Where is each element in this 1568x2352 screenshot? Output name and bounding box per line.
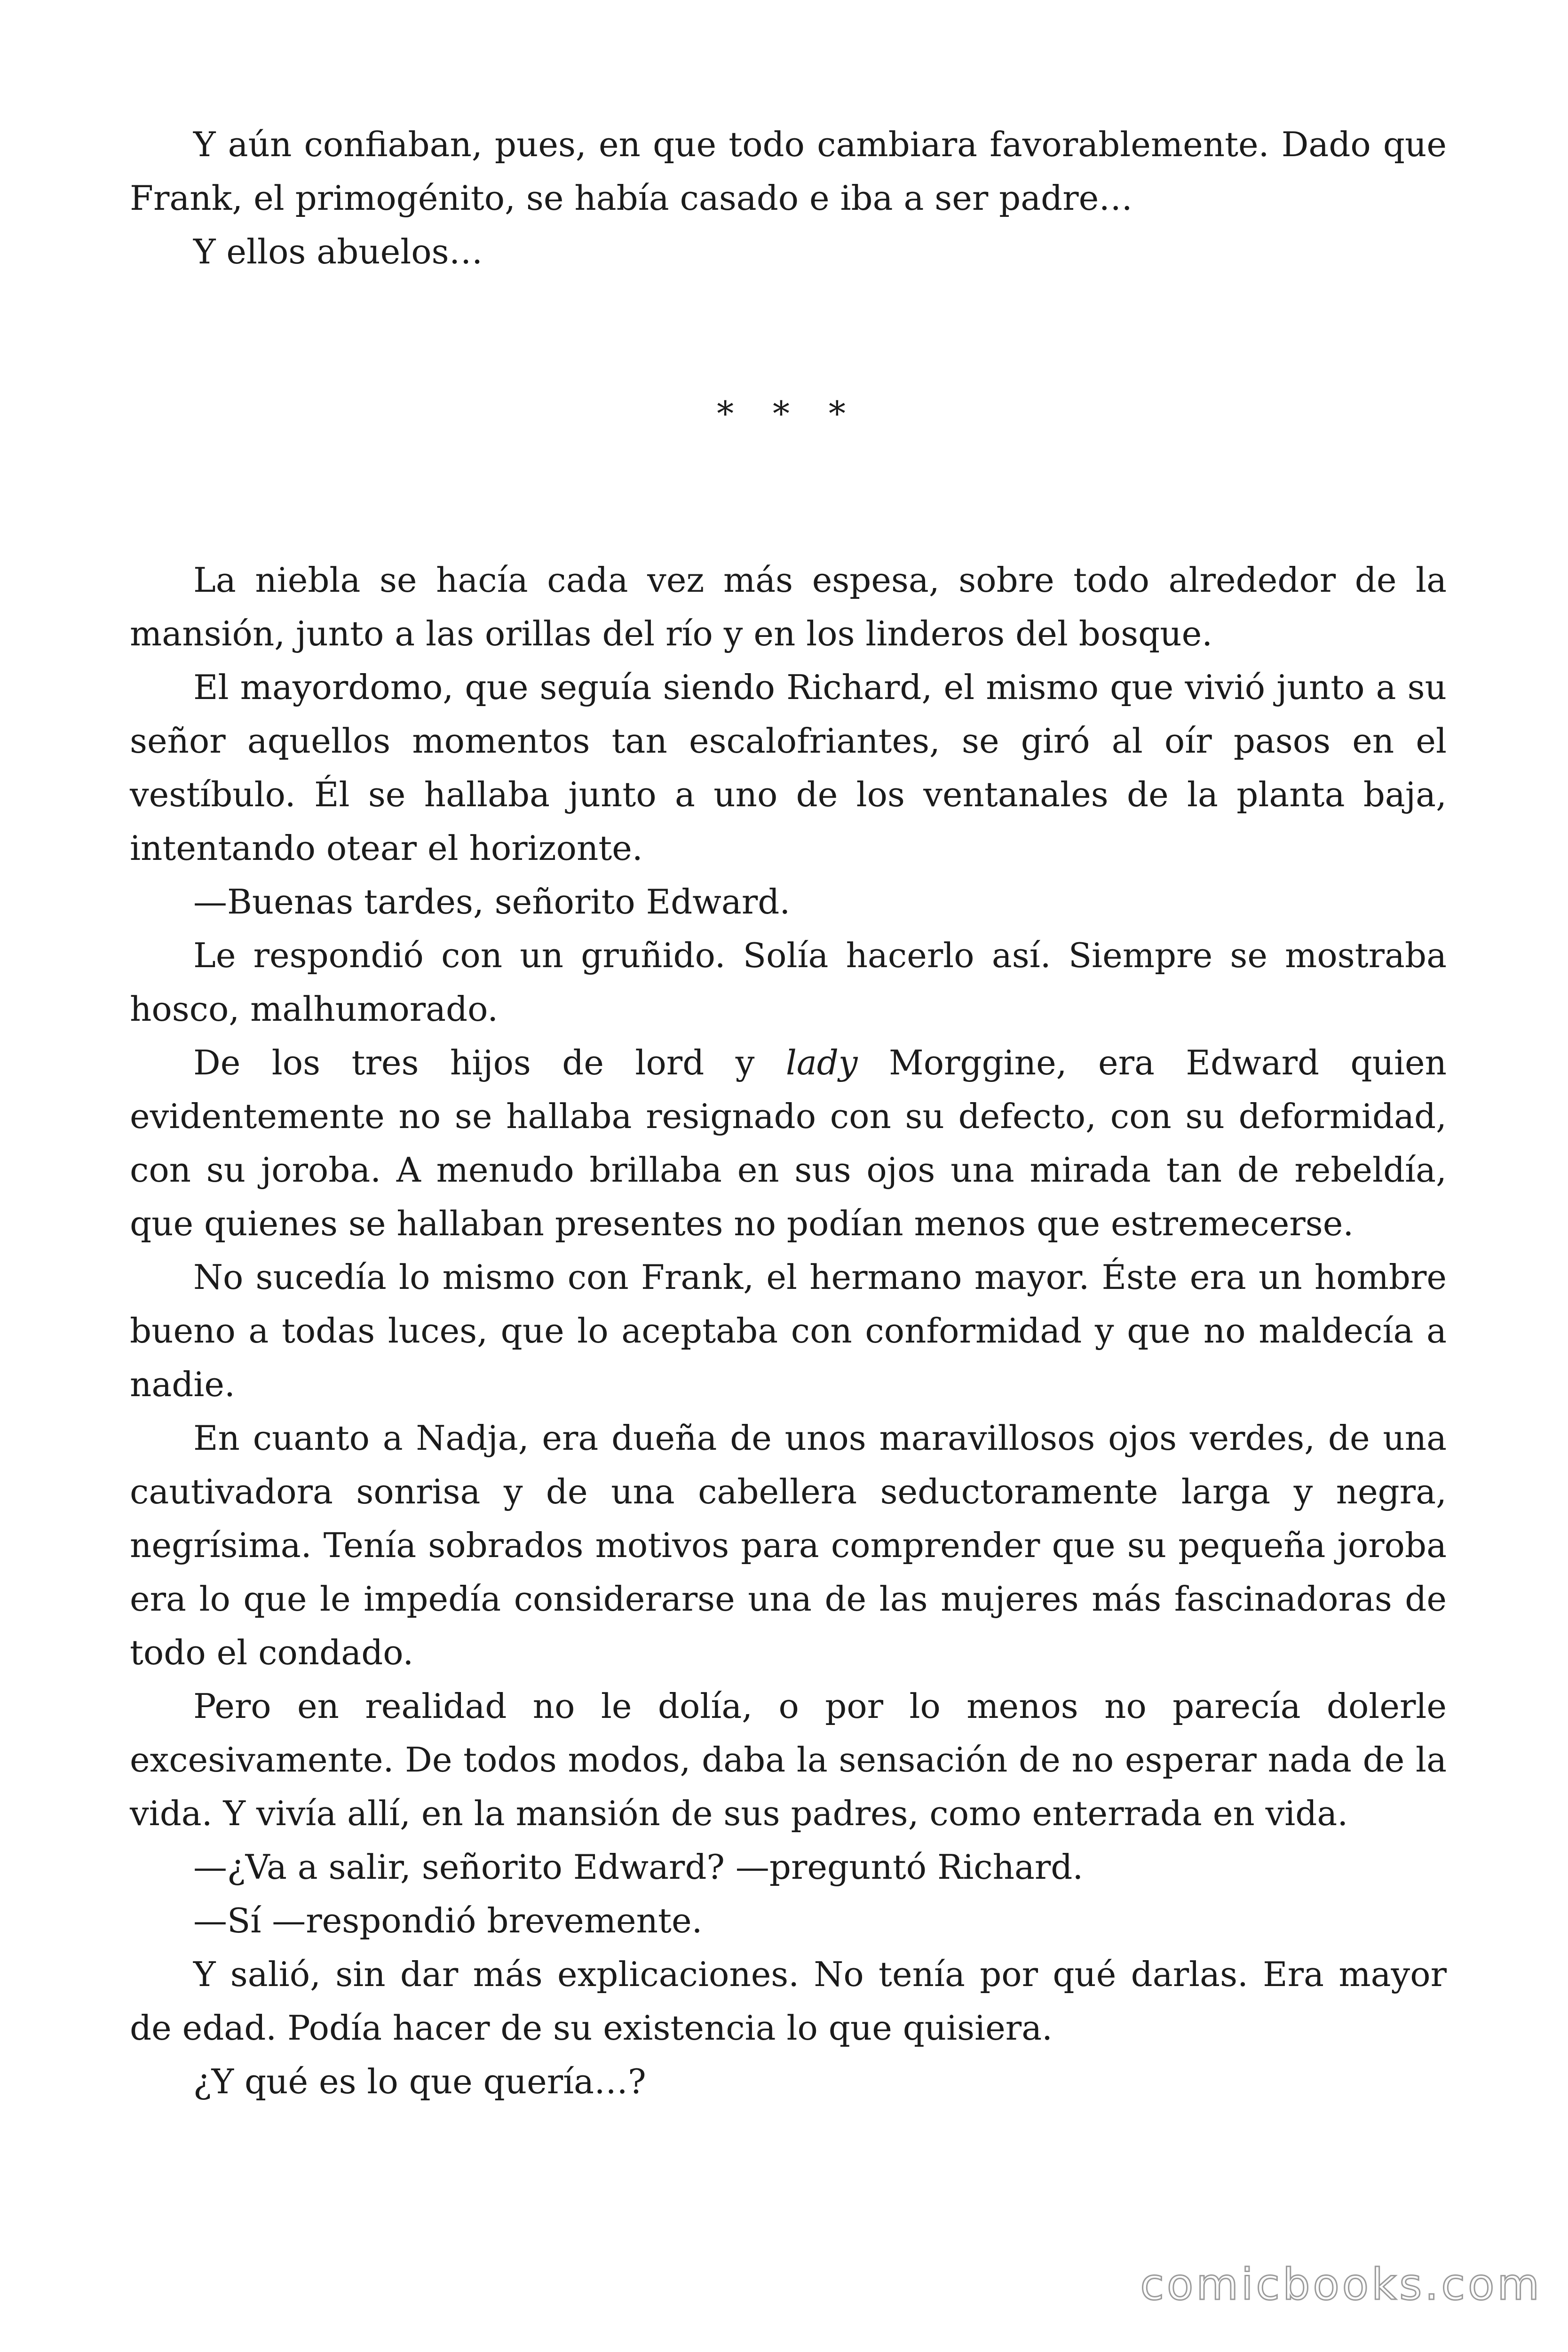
paragraph-dialogue: —Sí —respondió brevemente.: [193, 1901, 703, 1940]
paragraph: Y aún confiaban, pues, en que todo cambiara favorablemente. Dado que Frank, el primogénito, se había casado e iba a ser padre…: [130, 125, 1447, 218]
paragraph: Y ellos abuelos…: [193, 232, 483, 271]
paragraph: Pero en realidad no le dolía, o por lo menos no parecía dolerle excesivamente. De todos modos, daba la sensación de no esperar nada de la vida. Y vivía allí, en la mansión de sus padres, como enterrada en vida.: [130, 1686, 1447, 1833]
book-page: [130, 118, 1447, 2108]
paragraph: ¿Y qué es lo que quería…?: [193, 2062, 646, 2101]
scene-break: * * *: [717, 394, 860, 433]
paragraph: La niebla se hacía cada vez más espesa, sobre todo alrededor de la mansión, junto a las orillas del río y en los linderos del bosque.: [130, 560, 1447, 653]
text-span: Morggine, era Edward quien evidentemente no se hallaba resignado con su defecto, con su deformidad, con su joroba. A menudo brillaba en sus ojos una mirada tan de rebeldía, que quienes se hallaban presentes no podían menos que estremecerse.: [130, 1043, 1447, 1243]
paragraph: Le respondió con un gruñido. Solía hacerlo así. Siempre se mostraba hosco, malhumorado.: [130, 936, 1447, 1029]
watermark: comicbooks.com: [1140, 2259, 1542, 2310]
paragraph: No sucedía lo mismo con Frank, el hermano mayor. Éste era un hombre bueno a todas luces, que lo aceptaba con conformidad y que no maldecía a nadie.: [130, 1257, 1447, 1404]
paragraph-dialogue: —Buenas tardes, señorito Edward.: [193, 882, 791, 922]
paragraph: En cuanto a Nadja, era dueña de unos maravillosos ojos verdes, de una cautivadora sonrisa y de una cabellera seductoramente larga y negra, negrísima. Tenía sobrados motivos para comprender que su pequeña joroba era lo que le impedía considerarse una de las mujeres más fascinadoras de todo el condado.: [130, 1418, 1447, 1672]
paragraph: Y salió, sin dar más explicaciones. No tenía por qué darlas. Era mayor de edad. Podía hacer de su existencia lo que quisiera.: [130, 1955, 1447, 2048]
italic-word: lady: [785, 1043, 858, 1082]
paragraph: [130, 1036, 1447, 1250]
text-span: De los tres hijos de lord y: [193, 1043, 786, 1082]
paragraph: El mayordomo, que seguía siendo Richard, el mismo que vivió junto a su señor aquellos momentos tan escalofriantes, se giró al oír pasos en el vestíbulo. Él se hallaba junto a uno de los ventanales de la planta baja, intentando otear el horizonte.: [130, 667, 1447, 868]
paragraph-dialogue: —¿Va a salir, señorito Edward? —preguntó Richard.: [193, 1847, 1084, 1887]
